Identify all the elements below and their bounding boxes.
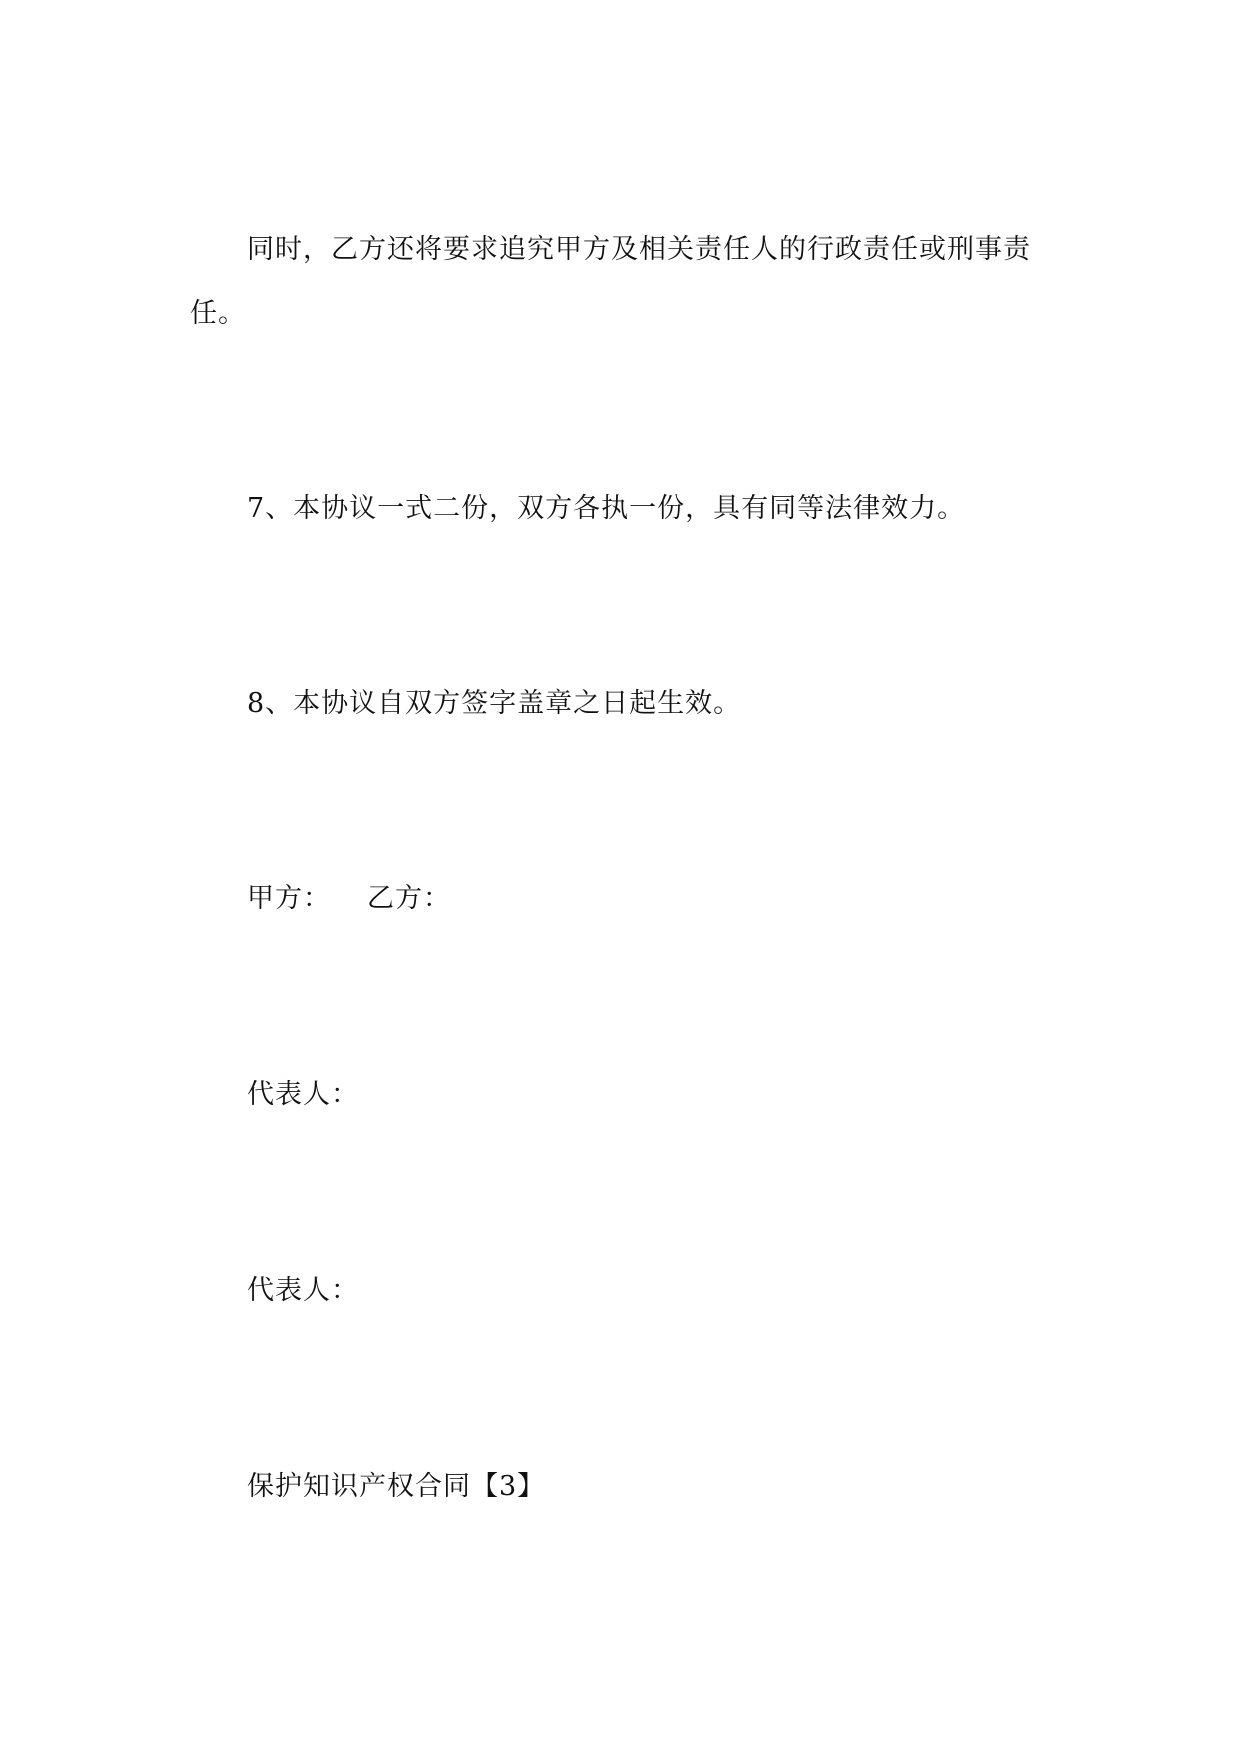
- next-section-title: 保护知识产权合同【3】: [247, 1471, 546, 1502]
- clause-7: 7、本协议一式二份，双方各执一份，具有同等法律效力。: [247, 493, 966, 524]
- representative-b: 代表人：: [247, 1275, 359, 1306]
- signature-parties: [247, 885, 451, 912]
- liability-paragraph-line-1: 同时，乙方还将要求追究甲方及相关责任人的行政责任或刑事责: [247, 234, 1031, 265]
- party-a-label: 甲方：: [247, 883, 331, 914]
- representative-a: 代表人：: [247, 1079, 359, 1110]
- clause-8: 8、本协议自双方签字盖章之日起生效。: [247, 688, 742, 719]
- liability-paragraph-line-2: 任。: [190, 298, 246, 329]
- party-b-label: 乙方：: [367, 883, 451, 914]
